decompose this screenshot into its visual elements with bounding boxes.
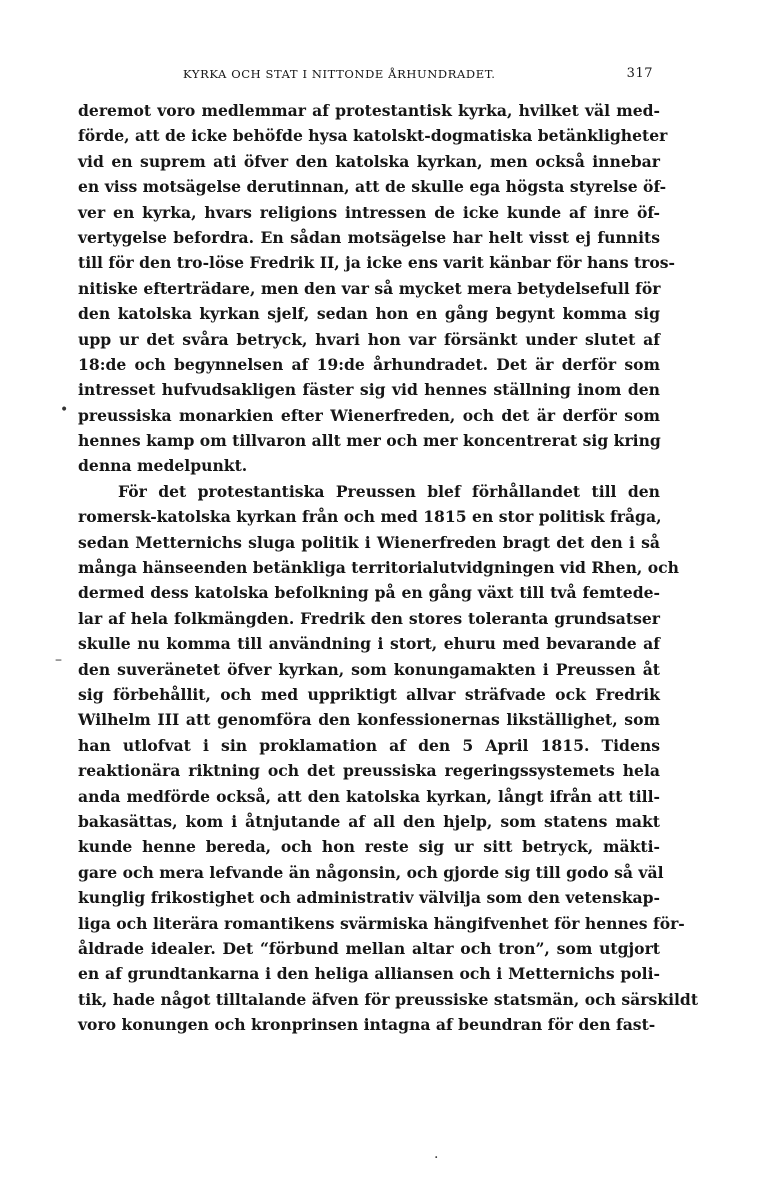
text-line: han utlofvat i sin proklamation af den 5 April 1815. Tidens <box>78 735 660 755</box>
text-line: många hänseenden betänkliga territorialutvidgningen vid Rhen, och <box>78 558 679 578</box>
text-line: upp ur det svåra betryck, hvari hon var försänkt under slutet af <box>78 329 660 349</box>
text-line: sedan Metternichs sluga politik i Wienerfreden bragt det den i så <box>78 532 660 552</box>
text-line: en af grundtankarna i den heliga alliansen och i Metternichs poli- <box>78 964 660 984</box>
running-head <box>183 67 653 83</box>
text-line: kunde henne bereda, och hon reste sig ur sitt betryck, mäkti- <box>78 837 660 857</box>
text-line: den katolska kyrkan sjelf, sedan hon en gång begynt komma sig <box>78 304 660 324</box>
text-line: deremot voro medlemmar af protestantisk kyrka, hvilket väl med- <box>78 101 660 120</box>
text-line: 18:de och begynnelsen af 19:de århundradet. Det är derför som <box>78 354 660 374</box>
text-line: reaktionära riktning och det preussiska regeringssystemets hela <box>78 761 660 781</box>
text-line: dermed dess katolska befolkning på en gång växt till två femtede- <box>78 583 660 603</box>
running-title: KYRKA OCH STAT I NITTONDE ÅRHUNDRADET. <box>183 67 496 81</box>
text-line: gare och mera lefvande än någonsin, och gjorde sig till godo så väl <box>78 862 664 882</box>
page-number: 317 <box>626 66 653 81</box>
text-line: tik, hade något tilltalande äfven för preussiske statsmän, och särskildt <box>78 989 699 1009</box>
bottom-dot-mark: · <box>434 1150 439 1166</box>
text-line: anda medförde också, att den katolska kyrkan, långt ifrån att till- <box>78 786 660 806</box>
body-text <box>78 98 699 1037</box>
text-line: lar af hela folkmängden. Fredrik den stores toleranta grundsatser <box>78 608 660 628</box>
text-line: voro konungen och kronprinsen intagna af beundran för den fast- <box>78 1015 656 1035</box>
text-line: åldrade idealer. Det “förbund mellan altar och tron”, som utgjort <box>78 938 660 958</box>
text-line: romersk-katolska kyrkan från och med 1815 en stor politisk fråga, <box>78 507 662 527</box>
text-line: ver en kyrka, hvars religions intressen de icke kunde af inre öf- <box>78 202 660 222</box>
text-line: den suveränetet öfver kyrkan, som konungamakten i Preussen åt <box>78 659 660 679</box>
text-line: nitiske efterträdare, men den var så mycket mera betydelsefull för <box>78 278 661 298</box>
margin-dash-mark: – <box>55 652 62 668</box>
text-line: Wilhelm III att genomföra den konfessionernas likställighet, som <box>78 710 660 730</box>
text-line: hennes kamp om tillvaron allt mer och mer koncentrerat sig kring <box>78 431 661 451</box>
text-line: till för den tro-löse Fredrik II, ja icke ens varit känbar för hans tros- <box>78 253 676 273</box>
paragraph <box>78 479 699 1038</box>
text-line: bakasättas, kom i åtnjutande af all den hjelp, som statens makt <box>78 811 660 831</box>
text-line: preussiska monarkien efter Wienerfreden, och det är derför som <box>78 405 660 425</box>
text-line: kunglig frikostighet och administrativ välvilja som den vetenskap- <box>78 888 660 908</box>
paragraph <box>78 98 676 479</box>
text-line: För det protestantiska Preussen blef förhållandet till den <box>118 481 660 501</box>
text-line: vertygelse befordra. En sådan motsägelse har helt visst ej funnits <box>78 227 660 247</box>
text-line: liga och literära romantikens svärmiska hängifvenhet för hennes för- <box>78 913 685 933</box>
text-line: intresset hufvudsakligen fäster sig vid hennes ställning inom den <box>78 380 660 400</box>
text-line: denna medelpunkt. <box>78 456 248 476</box>
text-line: förde, att de icke behöfde hysa katolskt-dogmatiska betänkligheter <box>78 126 668 146</box>
text-line: vid en suprem ati öfver den katolska kyrkan, men också innebar <box>78 151 660 171</box>
margin-dot-mark: • <box>60 402 69 418</box>
text-line: skulle nu komma till användning i stort, ehuru med bevarande af <box>78 634 660 654</box>
text-line: sig förbehållit, och med uppriktigt allvar sträfvade ock Fredrik <box>78 684 660 704</box>
text-line: en viss motsägelse derutinnan, att de skulle ega högsta styrelse öf- <box>78 177 667 197</box>
